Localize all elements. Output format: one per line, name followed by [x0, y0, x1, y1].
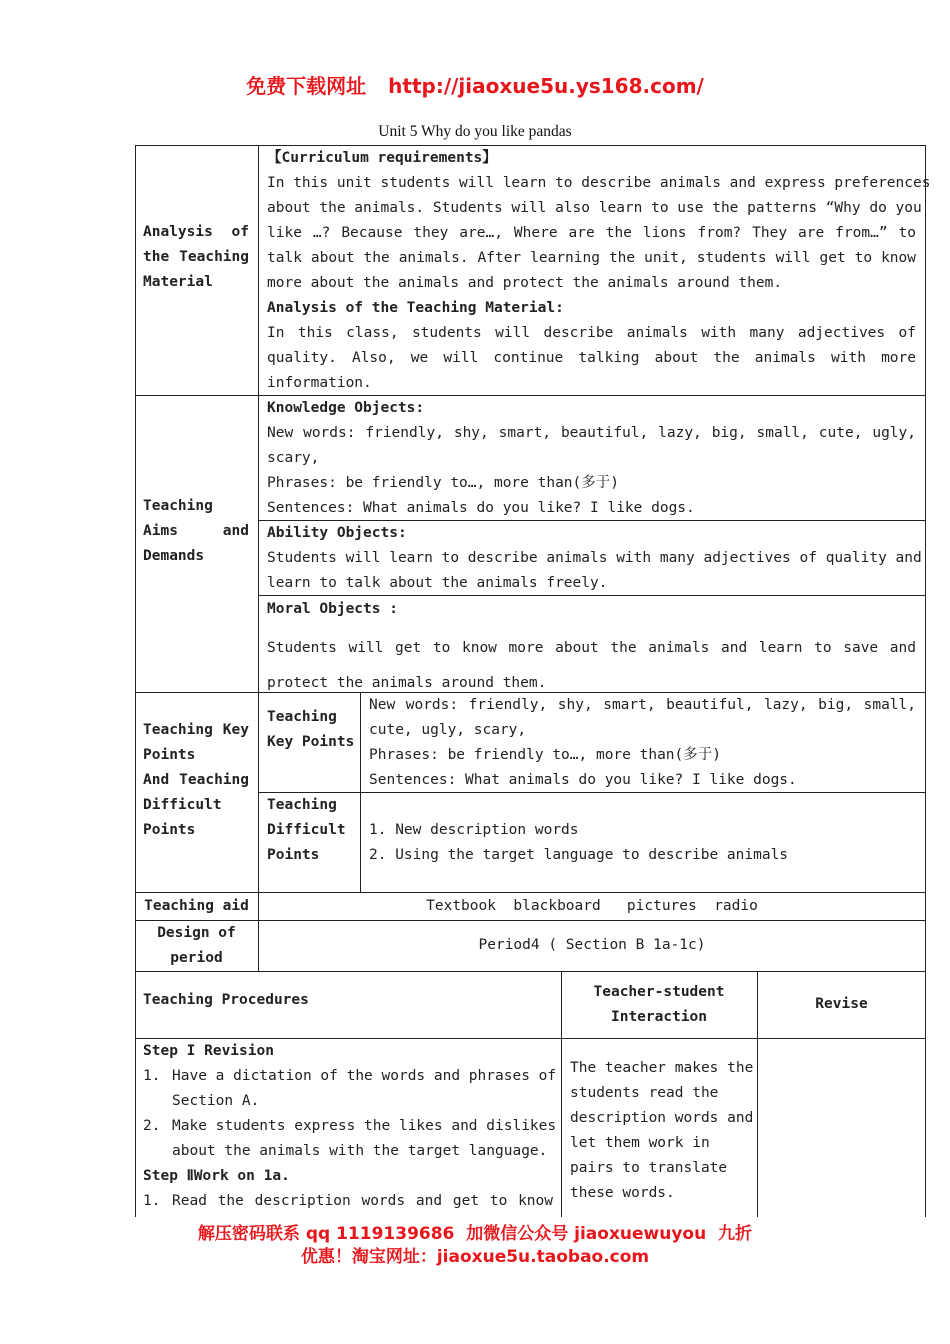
- footer-line-2: 优惠！淘宝网址：jiaoxue5u.taobao.com: [300, 1247, 650, 1267]
- header-url-link[interactable]: http://jiaoxue5u.ys168.com/: [388, 74, 704, 98]
- header-banner: [0, 70, 950, 99]
- table-divider: [135, 395, 926, 396]
- footer-line-1: 解压密码联系 qq 1119139686 加微信公众号 jiaoxuewuyou 九折: [197, 1224, 753, 1244]
- procedures-header: Teaching Procedures: [143, 992, 309, 1008]
- table-divider: [258, 145, 259, 971]
- table-divider: [135, 892, 926, 893]
- teaching-aid-label: Teaching aid: [144, 898, 249, 914]
- revise-header: Revise: [815, 996, 868, 1012]
- page-title: Unit 5 Why do you like pandas: [378, 123, 572, 140]
- teaching-aid-value: Textbook blackboard pictures radio: [426, 898, 758, 914]
- header-label: 免费下载网址: [246, 74, 367, 98]
- design-value: Period4 ( Section B 1a-1c): [478, 937, 706, 953]
- table-divider: [135, 971, 926, 972]
